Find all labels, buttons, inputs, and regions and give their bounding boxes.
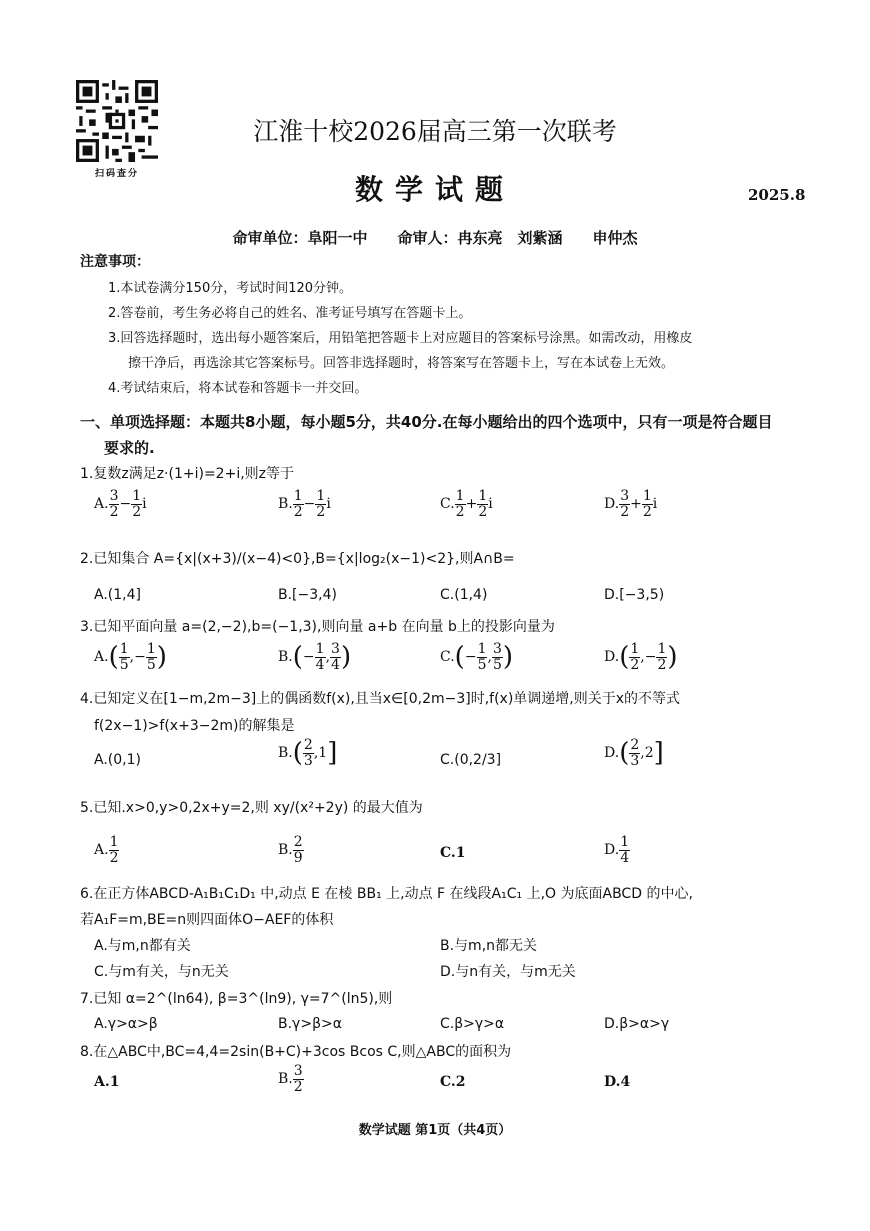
question-7: 7.已知 α=2^(ln64), β=3^(ln9), γ=7^(ln5),则 bbox=[80, 991, 393, 1007]
qr-caption: 扫码查分 bbox=[94, 169, 139, 179]
question-4: 4.已知定义在[1−m,2m−3]上的偶函数f(x),且当x∈[0,2m−3]时,f(x)单调递增,则关于x的不等式 bbox=[80, 691, 681, 707]
q2-option-a: A.(1,4] bbox=[94, 587, 141, 603]
q7-option-b: B.γ>β>α bbox=[278, 1016, 342, 1032]
subject-title: 数学试题 bbox=[354, 173, 515, 206]
q6-option-c: C.与m有关，与n无关 bbox=[94, 964, 229, 980]
q1-option-d: D. $\frac{3}{2}$ + $\frac{1}{2}$ i bbox=[604, 488, 658, 520]
notice-heading: 注意事项： bbox=[80, 254, 150, 270]
question-6-cont: 若A₁F=m,BE=n则四面体O−AEF的体积 bbox=[80, 912, 334, 928]
q1-option-a: A. $\frac{3}{2}$ − $\frac{1}{2}$ i bbox=[94, 488, 147, 520]
notice-item: 擦干净后，再选涂其它答案标号。回答非选择题时，将答案写在答题卡上，写在本试卷上无效。 bbox=[128, 356, 675, 371]
notice-item: 2.答卷前，考生务必将自己的姓名、准考证号填写在答题卡上。 bbox=[108, 306, 472, 321]
notice-item: 4.考试结束后，将本试卷和答题卡一并交回。 bbox=[108, 381, 368, 396]
q7-option-a: A.γ>α>β bbox=[94, 1016, 158, 1032]
q7-option-c: C.β>γ>α bbox=[440, 1016, 505, 1032]
q6-option-a: A.与m,n都有关 bbox=[94, 938, 191, 954]
q5-option-a: A. $\frac{1}{2}$ bbox=[94, 834, 119, 866]
q2-option-b: B.[−3,4) bbox=[278, 587, 337, 603]
question-6: 6.在正方体ABCD-A₁B₁C₁D₁ 中,动点 E 在棱 BB₁ 上,动点 F 在线段A₁C₁ 上,O 为底面ABCD 的中心, bbox=[80, 886, 693, 902]
q3-option-b: B.(− $\frac{1}{4}$ , $\frac{3}{4}$ ) bbox=[278, 641, 352, 673]
q1-option-b: B. $\frac{1}{2}$ − $\frac{1}{2}$ i bbox=[278, 488, 331, 520]
q3-option-d: D.( $\frac{1}{2}$ ,− $\frac{1}{2}$ ) bbox=[604, 641, 678, 673]
q3-option-c: C.(− $\frac{1}{5}$ , $\frac{3}{5}$ ) bbox=[440, 641, 514, 673]
q8-option-b: B. $\frac{3}{2}$ bbox=[278, 1063, 303, 1095]
section-heading-cont: 要求的. bbox=[104, 439, 155, 457]
q8-option-a: A.1 bbox=[94, 1074, 120, 1090]
q5-option-c: C.1 bbox=[440, 845, 466, 861]
notice-item: 1.本试卷满分150分，考试时间120分钟。 bbox=[108, 281, 353, 296]
question-1: 1.复数z满足z·(1+i)=2+i,则z等于 bbox=[80, 466, 295, 482]
q2-option-c: C.(1,4) bbox=[440, 587, 488, 603]
q4-option-c: C.(0,2/3] bbox=[440, 752, 502, 768]
authors-line: 命审单位：阜阳一中 命审人：冉东亮 刘紫涵 申仲杰 bbox=[232, 229, 638, 247]
q5-option-b: B. $\frac{2}{9}$ bbox=[278, 834, 303, 866]
notice-item: 3.回答选择题时，选出每小题答案后，用铅笔把答题卡上对应题目的答案标号涂黑。如需改动，用橡皮 bbox=[108, 331, 693, 346]
q6-option-d: D.与n有关，与m无关 bbox=[440, 964, 576, 980]
question-4-cont: f(2x−1)>f(x+3−2m)的解集是 bbox=[94, 718, 295, 734]
q4-option-a: A.(0,1) bbox=[94, 752, 141, 768]
q3-option-a: A.( $\frac{1}{5}$ ,− $\frac{1}{5}$ ) bbox=[94, 641, 167, 673]
question-8: 8.在△ABC中,BC=4,4=2sin(B+C)+3cos Bcos C,则△ABC的面积为 bbox=[80, 1044, 512, 1060]
page-footer: 数学试题 第1页（共4页） bbox=[358, 1123, 512, 1138]
section-heading: 一、单项选择题：本题共8小题，每小题5分，共40分.在每小题给出的四个选项中，只有一项是符合题目 bbox=[80, 413, 773, 431]
q8-option-d: D.4 bbox=[604, 1074, 631, 1090]
q5-option-d: D. $\frac{1}{4}$ bbox=[604, 834, 630, 866]
q1-option-c: C. $\frac{1}{2}$ + $\frac{1}{2}$ i bbox=[440, 488, 493, 520]
question-5: 5.已知.x>0,y>0,2x+y=2,则 xy/(x²+2y) 的最大值为 bbox=[80, 800, 423, 816]
q2-option-d: D.[−3,5) bbox=[604, 587, 665, 603]
exam-title: 江淮十校2026届高三第一次联考 bbox=[253, 117, 617, 146]
question-3: 3.已知平面向量 a=(2,−2),b=(−1,3),则向量 a+b 在向量 b上的投影向量为 bbox=[80, 619, 555, 635]
q4-option-b: B.( $\frac{2}{3}$ ,1] bbox=[278, 737, 338, 769]
exam-date: 2025.8 bbox=[748, 186, 806, 204]
question-2: 2.已知集合 A={x|(x+3)/(x−4)<0},B={x|log₂(x−1)<2},则A∩B= bbox=[80, 551, 515, 567]
q7-option-d: D.β>α>γ bbox=[604, 1016, 670, 1032]
q8-option-c: C.2 bbox=[440, 1074, 466, 1090]
q6-option-b: B.与m,n都无关 bbox=[440, 938, 538, 954]
q4-option-d: D.( $\frac{2}{3}$ ,2] bbox=[604, 737, 664, 769]
